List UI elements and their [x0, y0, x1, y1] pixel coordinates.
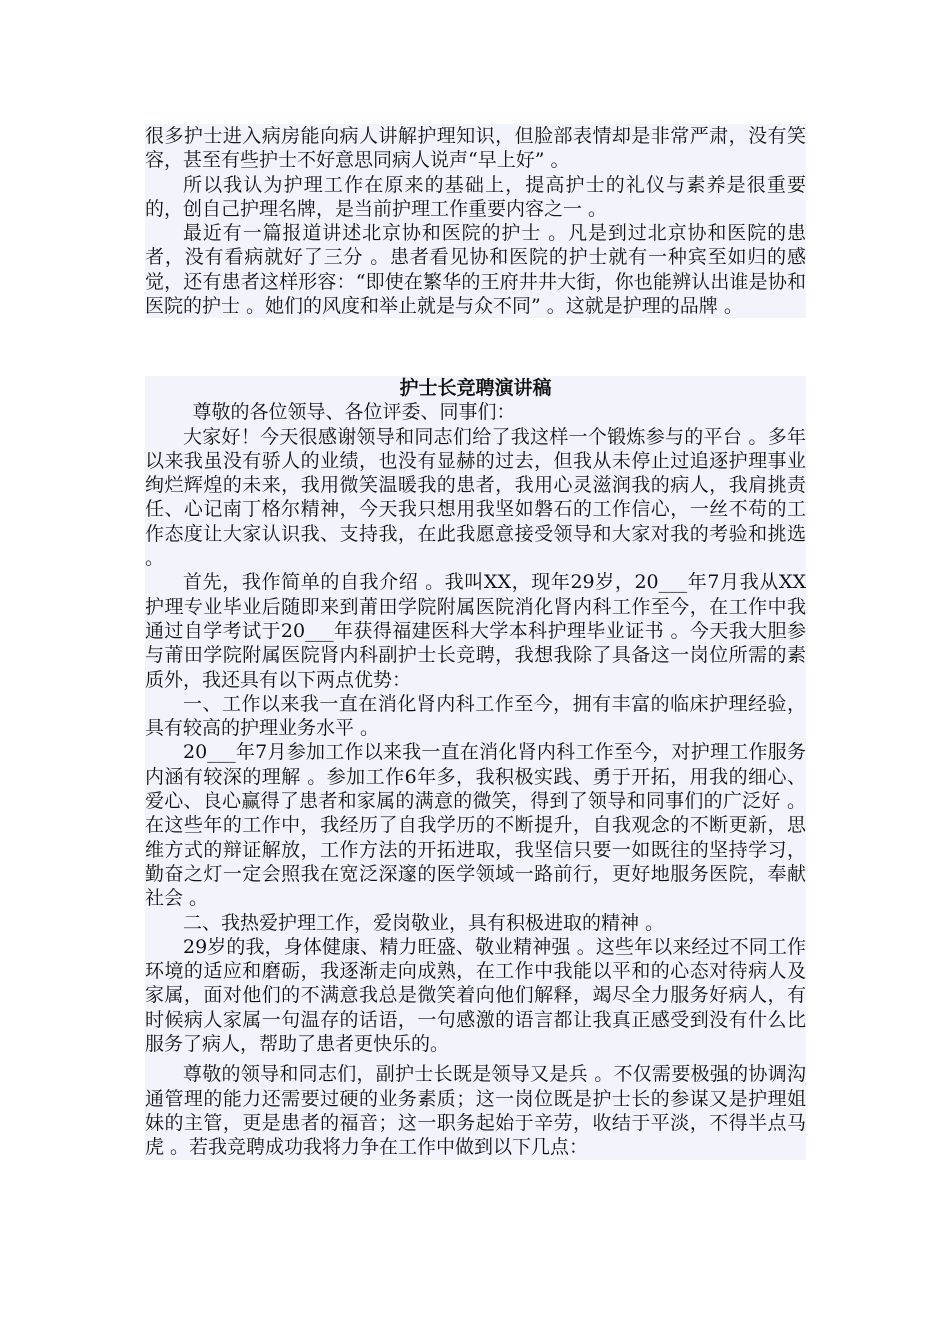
text-block-speech [145, 376, 806, 1160]
paragraph: 最近有一篇报道讲述北京协和医院的护士 。凡是到过北京协和医院的患者，没有看病就好了三分 。患者看见协和医院的护士就有一种宾至如归的感觉，还有患者这样形容：“即使在繁华的王府井井大街，你也能辨认出谁是协和医院的护士 。她们的风度和举止就是与众不同” 。这就是护理的品牌 。 [145, 222, 806, 318]
paragraph: 尊敬的领导和同志们，副护士长既是领导又是兵 。不仅需要极强的协调沟通管理的能力还需要过硬的业务素质；这一岗位既是护士长的参谋又是护理姐妹的主管，更是患者的福音；这一职务起始于辛劳，收结于平淡，不得半点马虎 。若我竞聘成功我将力争在工作中做到以下几点： [145, 1063, 806, 1159]
speech-title: 护士长竞聘演讲稿 [399, 377, 552, 399]
paragraph: 大家好！今天很感谢领导和同志们给了我这样一个锻炼参与的平台 。多年以来我虽没有骄人的业绩，也没有显赫的过去，但我从未停止过追逐护理事业绚烂辉煌的未来，我用微笑温暖我的患者，我用心灵滋润我的病人，我肩挑责任、心记南丁格尔精神，今天我只想用我坚如磐石的工作信心，一丝不苟的工作态度让大家认识我、支持我，在此我愿意接受领导和大家对我的考验和挑选 。 [145, 425, 806, 570]
text-block-top [145, 124, 806, 318]
paragraph: 很多护士进入病房能向病人讲解护理知识，但脸部表情却是非常严肃，没有笑容，甚至有些护士不好意思同病人说声“早上好” 。 [145, 125, 806, 172]
paragraph: 20___年7月参加工作以来我一直在消化肾内科工作至今，对护理工作服务内涵有较深的理解 。参加工作6年多，我积极实践、勇于开拓，用我的细心、爱心、良心赢得了患者和家属的满意的微笑，得到了领导和同事们的广泛好 。在这些年的工作中，我经历了自我学历的不断提升，自我观念的不断更新，思维方式的辩证解放，工作方法的开拓进取，我坚信只要一如既往的坚持学习，勤奋之灯一定会照我在宽泛深邃的医学领域一路前行，更好地服务医院，奉献社会 。 [145, 741, 806, 910]
paragraph: 首先，我作简单的自我介绍 。我叫XX，现年29岁，20___年7月我从XX护理专业毕业后随即来到莆田学院附属医院消化肾内科工作至今，在工作中我通过自学考试于20___年获得福建医科大学本科护理毕业证书 。今天我大胆参与莆田学院附属医院肾内科副护士长竞聘，我想我除了具备这一岗位所需的素质外，我还具有以下两点优势： [145, 571, 806, 691]
paragraph: 二、我热爱护理工作，爱岗敬业，具有积极进取的精神 。 [183, 911, 665, 934]
greeting: 尊敬的各位领导、各位评委、同事们： [192, 401, 516, 424]
paragraph: 29岁的我，身体健康、精力旺盛、敬业精神强 。这些年以来经过不同工作环境的适应和磨砺，我逐渐走向成熟，在工作中我能以平和的心态对待病人及家属，面对他们的不满意我总是微笑着向他们解释，竭尽全力服务好病人，有时候病人家属一句温存的话语，一句感激的语言都让我真正感受到没有什么比服务了病人，帮助了患者更快乐的。 [145, 935, 806, 1056]
paragraph: 一、工作以来我一直在消化肾内科工作至今，拥有丰富的临床护理经验，具有较高的护理业务水平 。 [145, 692, 806, 740]
paragraph: 所以我认为护理工作在原来的基础上，提高护士的礼仪与素养是很重要的，创自己护理名牌，是当前护理工作重要内容之一 。 [145, 173, 806, 220]
